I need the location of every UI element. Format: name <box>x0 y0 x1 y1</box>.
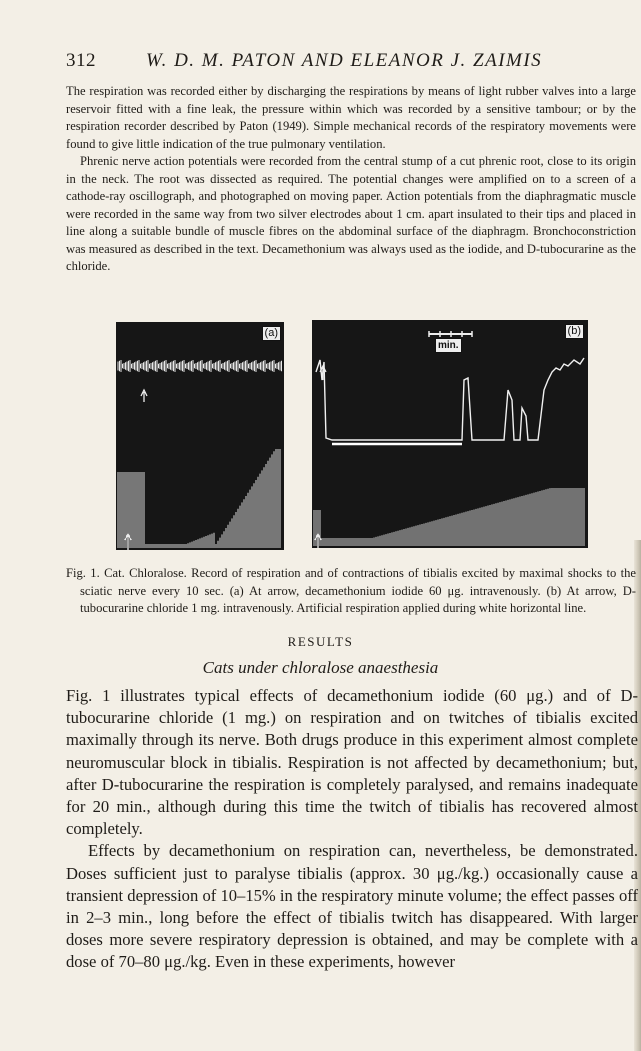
figure-label-a: (a) <box>262 326 281 341</box>
time-marker-label: min. <box>435 338 462 353</box>
running-title: W. D. M. PATON AND ELEANOR J. ZAIMIS <box>146 50 543 71</box>
figure-caption <box>66 565 636 618</box>
section-heading-results: RESULTS <box>287 634 354 649</box>
subsection-heading: Cats under chloralose anaesthesia <box>202 658 439 677</box>
methods-paragraph-phrenic: Phrenic nerve action potentials were recorded from the central stump of a cut phrenic root, close to its origin in the neck. The root was dissected as required. The potential changes were amplified on to a screen of a cathode-ray oscillograph, and photographed on moving paper. Action potentials from the diaphragmatic muscle were recorded in the same way from two silver electrodes about 1 cm. apart insulated to their tips and placed in line along a suitable bundle of muscle fibres on the abdominal surface of the diaphragm. Bronchoconstriction was measured as described in the text. Decamethonium was always used as the iodide, and D-tubocurarine as the chloride. <box>66 154 636 273</box>
page-number: 312 <box>66 50 96 71</box>
figure-label-b: (b) <box>565 324 584 339</box>
results-paragraph-1: Fig. 1 illustrates typical effects of decamethonium iodide (60 μg.) and of D-tubocurarine chloride (1 mg.) on respiration and on twitches of tibialis excited maximally through its nerve. Both drugs produce in this experiment almost complete neuromuscular block in tibialis. Respiration is not affected by decamethonium; but, after D-tubocurarine the respiration is completely paralysed, and remains inadequate for 20 min., although during this time the twitch of tibialis has recovered almost completely. <box>66 686 638 839</box>
figure-caption-text: Fig. 1. Cat. Chloralose. Record of respiration and of contractions of tibialis excited by maximal shocks to the sciatic nerve every 10 sec. (a) At arrow, decamethonium iodide 60 μg. intravenously. (b) At arrow, D-tubocurarine chloride 1 mg. intravenously. Artificial respiration applied during white horizontal line. <box>66 566 636 615</box>
page-header <box>66 50 631 78</box>
panel-b-trace <box>312 320 588 548</box>
methods-text <box>66 83 636 276</box>
figure-panel-b <box>312 320 588 548</box>
methods-paragraph-respiration: The respiration was recorded either by discharging the respirations by means of light rubber valves into a large reservoir fitted with a fine leak, the pressure within which was recorded by a sensitive tambour; or by the respiration recorder described by Paton (1949). Simple mechanical records of the respiratory movements were found to give little indication of the true pulmonary ventilation. <box>66 84 636 151</box>
results-paragraph-2: Effects by decamethonium on respiration can, nevertheless, be demonstrated. Doses sufficient just to paralyse tibialis (approx. 30 μg./kg.) occasionally cause a transient depression of 10–15% in the respiratory minute volume; the effect passes off in 2–3 min., long before the effect of tibialis twitch has disappeared. With larger doses more severe respiratory depression is obtained, and may be complete with a dose of 70–80 μg./kg. Even in these experiments, however <box>66 841 638 972</box>
figure-panel-a <box>116 322 284 550</box>
panel-a-trace <box>116 322 284 550</box>
results-text <box>66 685 638 974</box>
